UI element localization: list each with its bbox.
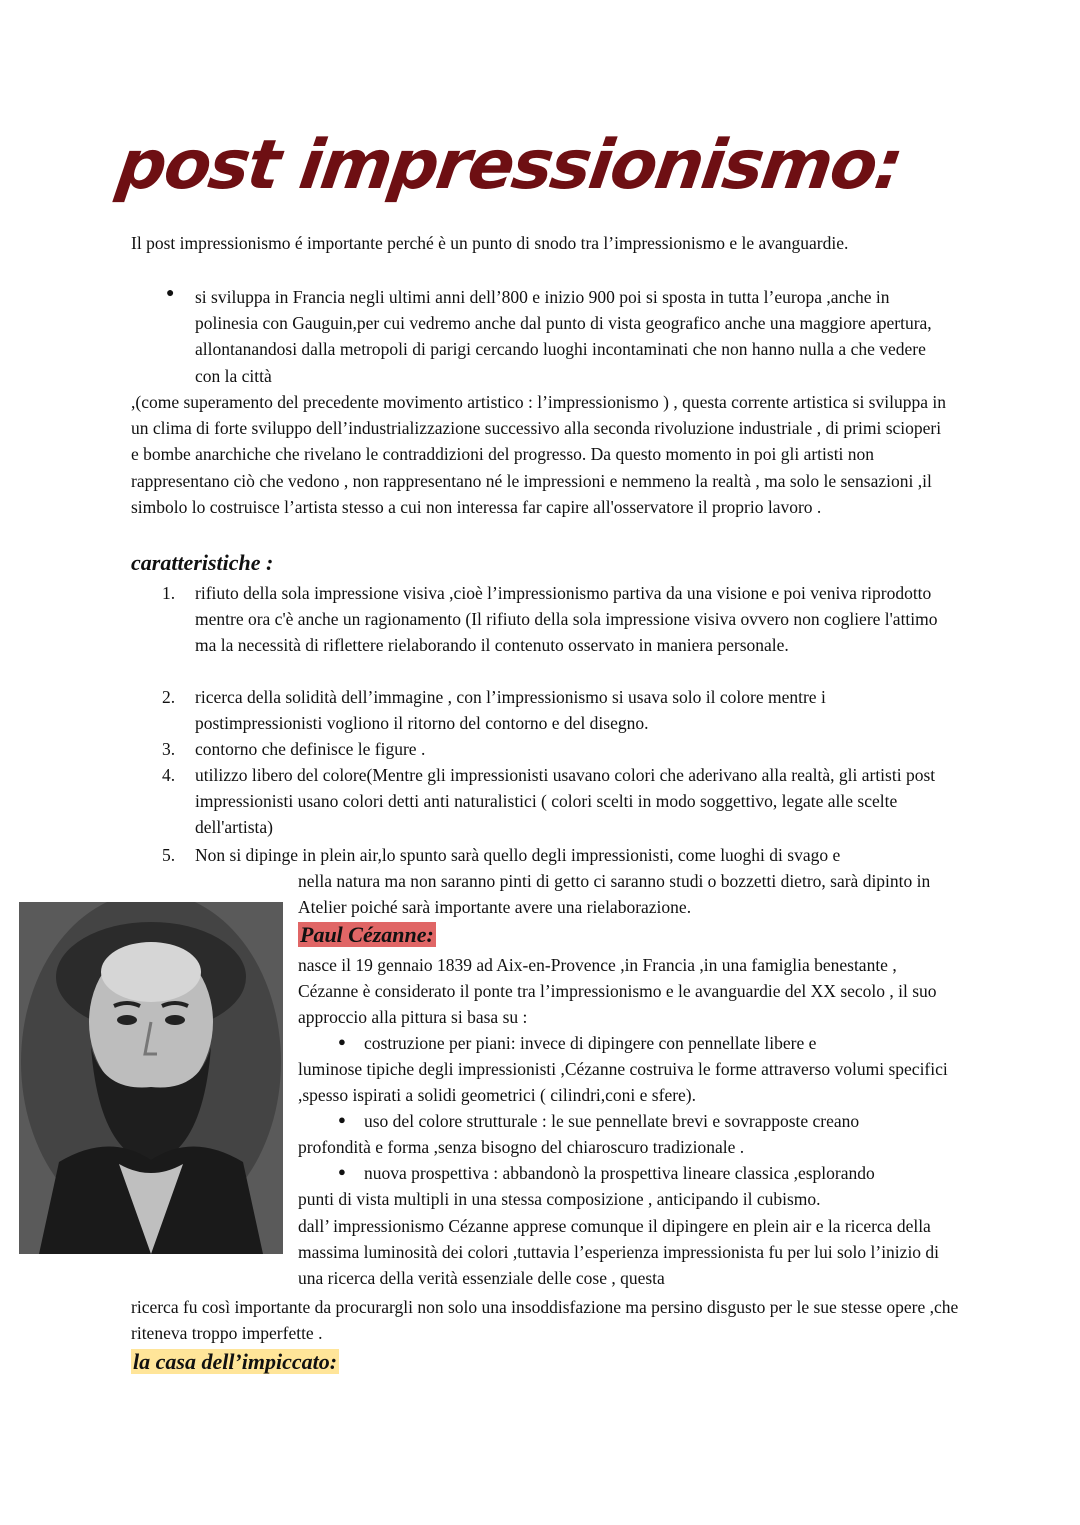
cezanne-point-continuation: profondità e forma ,senza bisogno del chiaroscuro tradizionale .: [298, 1137, 745, 1157]
bullet-dot: ●: [338, 1164, 346, 1179]
portrait-image: [19, 902, 283, 1254]
list-item-continuation: nella natura ma non saranno pinti di getto ci saranno studi o bozzetti dietro, sarà dipinto in Atelier poiché sarà importante avere una rielaborazione.: [298, 871, 931, 918]
intro-paragraph: Il post impressionismo é importante perché è un punto di snodo tra l’impressionismo e le avanguardie.: [131, 233, 849, 253]
bullet-dot: ●: [338, 1034, 346, 1049]
cezanne-intro: nasce il 19 gennaio 1839 ad Aix-en-Provence ,in Francia ,in una famiglia benestante , Cézanne è considerato il ponte tra l’impressionismo e le avanguardie del XX secolo , il suo approccio alla pittura si basa su :: [298, 955, 937, 1028]
list-number: 4.: [162, 765, 176, 785]
list-number: 5.: [162, 845, 176, 865]
list-number: 2.: [162, 687, 176, 707]
bullet-dot: ●: [166, 286, 175, 301]
casa-heading: [131, 1348, 339, 1376]
cezanne-heading: [298, 921, 436, 949]
final-paragraph: ricerca fu così importante da procurargli non solo una insoddisfazione ma persino disgusto per le sue stesse opere ,che riteneva troppo imperfette .: [131, 1297, 959, 1344]
cezanne-portrait: [19, 902, 283, 1254]
list-number: 1.: [162, 583, 176, 603]
list-item: rifiuto della sola impressione visiva ,cioè l’impressionismo partiva da una visione e poi veniva riprodotto mentre ora c'è anche un ragionamento (Il rifiuto della sola impressione visiva ovvero non cogliere l'attimo ma la necessità di riflettere rielaborando il contenuto osservato in maniera personale.: [195, 583, 938, 656]
bullet-paragraph: si sviluppa in Francia negli ultimi anni dell’800 e inizio 900 poi si sposta in tutta l’europa ,anche in polinesia con Gauguin,per cui vedremo anche dal punto di vista geografico anche una maggiore apertura, allontanandosi dalla metropoli di parigi cercando luoghi incontaminati che non hanno nulla a che vedere con la città: [195, 287, 932, 386]
list-number: 3.: [162, 739, 176, 759]
cezanne-heading-text: Paul Cézanne:: [300, 922, 434, 947]
casa-heading-text: la casa dell’impiccato:: [133, 1349, 338, 1374]
list-item: ricerca della solidità dell’immagine , con l’impressionismo si usava solo il colore mentre i postimpressionisti vogliono il ritorno del contorno e del disegno.: [195, 687, 826, 734]
page-title: post impressionismo:: [112, 126, 907, 205]
cezanne-point: nuova prospettiva : abbandonò la prospettiva lineare classica ,esplorando: [364, 1163, 875, 1183]
cezanne-point-continuation: luminose tipiche degli impressionisti ,Cézanne costruiva le forme attraverso volumi specifici ,spesso ispirati a solidi geometrici ( cilindri,coni e sfere).: [298, 1059, 948, 1106]
cezanne-after-paragraph: dall’ impressionismo Cézanne apprese comunque il dipingere en plein air e la ricerca della massima luminosità dei colori ,tuttavia l’esperienza impressionista fu per lui solo l’inizio di una ricerca della verità essenziale delle cose , questa: [298, 1216, 940, 1289]
list-item: utilizzo libero del colore(Mentre gli impressionisti usavano colori che aderivano alla realtà, gli artisti post impressionisti usano colori detti anti naturalistici ( colori scelti in modo soggettivo, legate alle scelte dell'artista): [195, 765, 936, 838]
cezanne-point-continuation: punti di vista multipli in una stessa composizione , anticipando il cubismo.: [298, 1189, 821, 1209]
cezanne-point: uso del colore strutturale : le sue pennellate brevi e sovrapposte creano: [364, 1111, 860, 1131]
cezanne-point: costruzione per piani: invece di dipingere con pennellate libere e: [364, 1033, 817, 1053]
list-item: Non si dipinge in plein air,lo spunto sarà quello degli impressionisti, come luoghi di svago e: [195, 845, 841, 865]
continuation-paragraph: ,(come superamento del precedente movimento artistico : l’impressionismo ) , questa corrente artistica si sviluppa in un clima di forte sviluppo dell’industrializzazione successivo alla seconda rivoluzione industriale , di primi scioperi e bombe anarchiche che rivelano le contraddizioni del progresso. Da questo momento in poi gli artisti non rappresentano ciò che vedono , non rappresentano né le impressioni e nemmeno la realtà , ma solo le sensazioni ,il simbolo lo costruisce l’artista stesso a cui non interessa far capire all'osservatore il proprio lavoro .: [131, 392, 946, 517]
characteristics-heading: caratteristiche :: [131, 550, 274, 575]
bullet-dot: ●: [338, 1112, 346, 1127]
list-item: contorno che definisce le figure .: [195, 739, 426, 759]
